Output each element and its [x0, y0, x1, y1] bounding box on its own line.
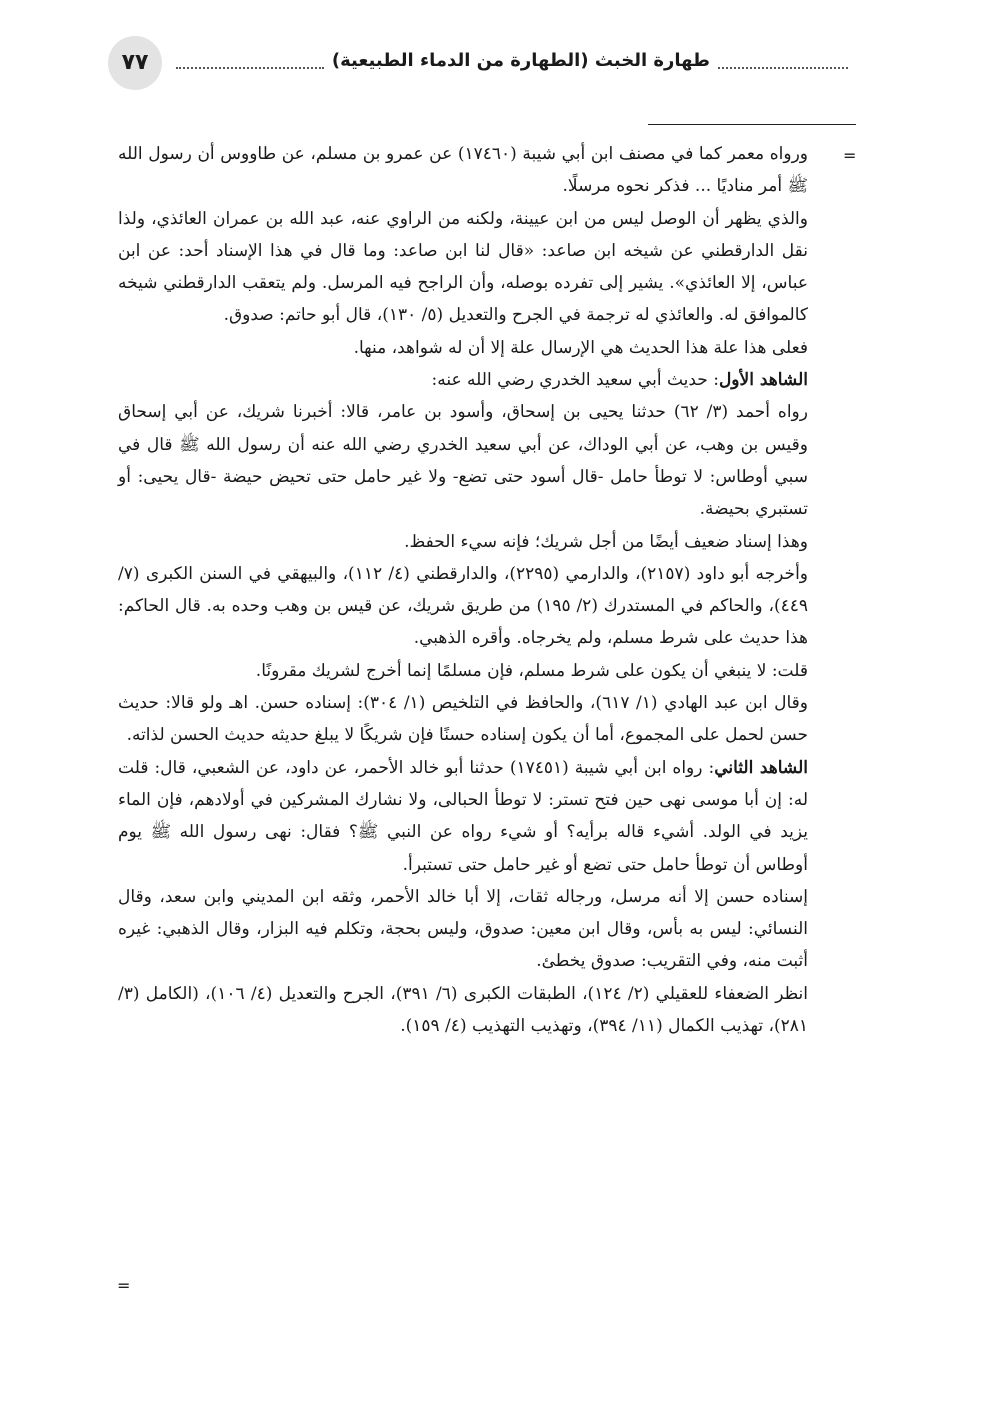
- paragraph-text: : رواه ابن أبي شيبة (١٧٤٥١) حدثنا أبو خالد الأحمر، عن داود، عن الشعبي، قال: قلت له: إن أبا موسى نهى حين فتح تستر: لا توطأ الحبالى، ولا نشارك المشركين في أولادهم، فإن الماء يزيد في الولد. أشيء قاله برأيه؟ أو شيء رواه عن النبي ﷺ؟ فقال: نهى رسول الله ﷺ يوم أوطاس أن توطأ حامل حتى تضع أو غير حامل حتى تستبرأ.: [118, 757, 808, 875]
- paragraph: وهذا إسناد ضعيف أيضًا من أجل شريك؛ فإنه سيء الحفظ.: [404, 531, 808, 552]
- running-title-text: طهارة الخبث (الطهارة من الدماء الطبيعية): [331, 50, 710, 71]
- paragraph: ورواه معمر كما في مصنف ابن أبي شيبة (١٧٤٦٠) عن عمرو بن مسلم، عن طاووس أن رسول الله ﷺ أمر مناديًا ... فذكر نحوه مرسلًا.: [118, 144, 808, 197]
- running-title: [176, 50, 848, 71]
- leader-dots-left: [176, 53, 324, 69]
- paragraph: قلت: لا ينبغي أن يكون على شرط مسلم، فإن مسلمًا إنما أخرج لشريك مقرونًا.: [255, 660, 808, 681]
- continuation-marker-top: =: [843, 146, 857, 165]
- paragraph: وقال ابن عبد الهادي (١/ ٦١٧)، والحافظ في التلخيص (١/ ٣٠٤): إسناده حسن. اهـ ولو قالا: حديث حسن لحمل على المجموع، أما أن يكون إسناده حسنًا فإن شريكًا لا يبلغ حديثه حديث الحسن لذاته.: [118, 693, 808, 746]
- paragraph: والذي يظهر أن الوصل ليس من ابن عيينة، ولكنه من الراوي عنه، عبد الله بن عمران العائذي، ولذا نقل الدارقطني عن شيخه ابن صاعد: «قال لنا ابن صاعد: وما قال في هذا الإسناد أحد: عن ابن عباس، إلا العائذي». يشير إلى تفرده بوصله، وأن الراجح فيه المرسل. ولم يتعقب الدارقطني شيخه كالموافق له. والعائذي له ترجمة في الجرح والتعديل (٥/ ١٣٠)، قال أبو حاتم: صدوق.: [118, 208, 808, 326]
- paragraph: [118, 364, 808, 396]
- paragraph: فعلى هذا علة هذا الحديث هي الإرسال علة إلا أن له شواهد، منها.: [353, 337, 808, 358]
- paragraph: [118, 752, 808, 881]
- footnote-separator: [648, 124, 856, 125]
- section-heading: الشاهد الثاني: [714, 757, 808, 778]
- section-heading: الشاهد الأول: [718, 370, 808, 391]
- paragraph-text: : حديث أبي سعيد الخدري رضي الله عنه:: [431, 370, 719, 391]
- footnote-body: [118, 138, 808, 1042]
- page-number-badge: ٧٧: [108, 36, 162, 90]
- page-header: [108, 36, 848, 98]
- paragraph: رواه أحمد (٣/ ٦٢) حدثنا يحيى بن إسحاق، وأسود بن عامر، قالا: أخبرنا شريك، عن أبي إسحاق وقيس بن وهب، عن أبي الوداك، عن أبي سعيد الخدري رضي الله عنه أن رسول الله ﷺ قال في سبي أوطاس: لا توطأ حامل -قال أسود حتى تضع- ولا غير حامل حتى تحيض حيضة -قال يحيى: أو تستبري بحيضة.: [118, 402, 808, 520]
- paragraph: إسناده حسن إلا أنه مرسل، ورجاله ثقات، إلا أبا خالد الأحمر، وثقه ابن المديني وابن سعد، وقال النسائي: ليس به بأس، وقال ابن معين: صدوق، وليس بحجة، وتكلم فيه البزار، وقال الذهبي: غيره أثبت منه، وفي التقريب: صدوق يخطئ.: [118, 886, 808, 972]
- paragraph: انظر الضعفاء للعقيلي (٢/ ١٢٤)، الطبقات الكبرى (٦/ ٣٩١)، الجرح والتعديل (٤/ ١٠٦)، (الكامل (٣/ ٢٨١)، تهذيب الكمال (١١/ ٣٩٤)، وتهذيب التهذيب (٤/ ١٥٩).: [118, 983, 808, 1037]
- paragraph: وأخرجه أبو داود (٢١٥٧)، والدارمي (٢٢٩٥)، والدارقطني (٤/ ١١٢)، والبيهقي في السنن الكبرى (٧/ ٤٤٩)، والحاكم في المستدرك (٢/ ١٩٥) من طريق شريك، عن قيس بن وهب وحده به. قال الحاكم: هذا حديث على شرط مسلم، ولم يخرجاه. وأقره الذهبي.: [118, 563, 808, 649]
- continuation-marker-bottom: =: [117, 1276, 131, 1295]
- leader-dots-right: [718, 53, 848, 69]
